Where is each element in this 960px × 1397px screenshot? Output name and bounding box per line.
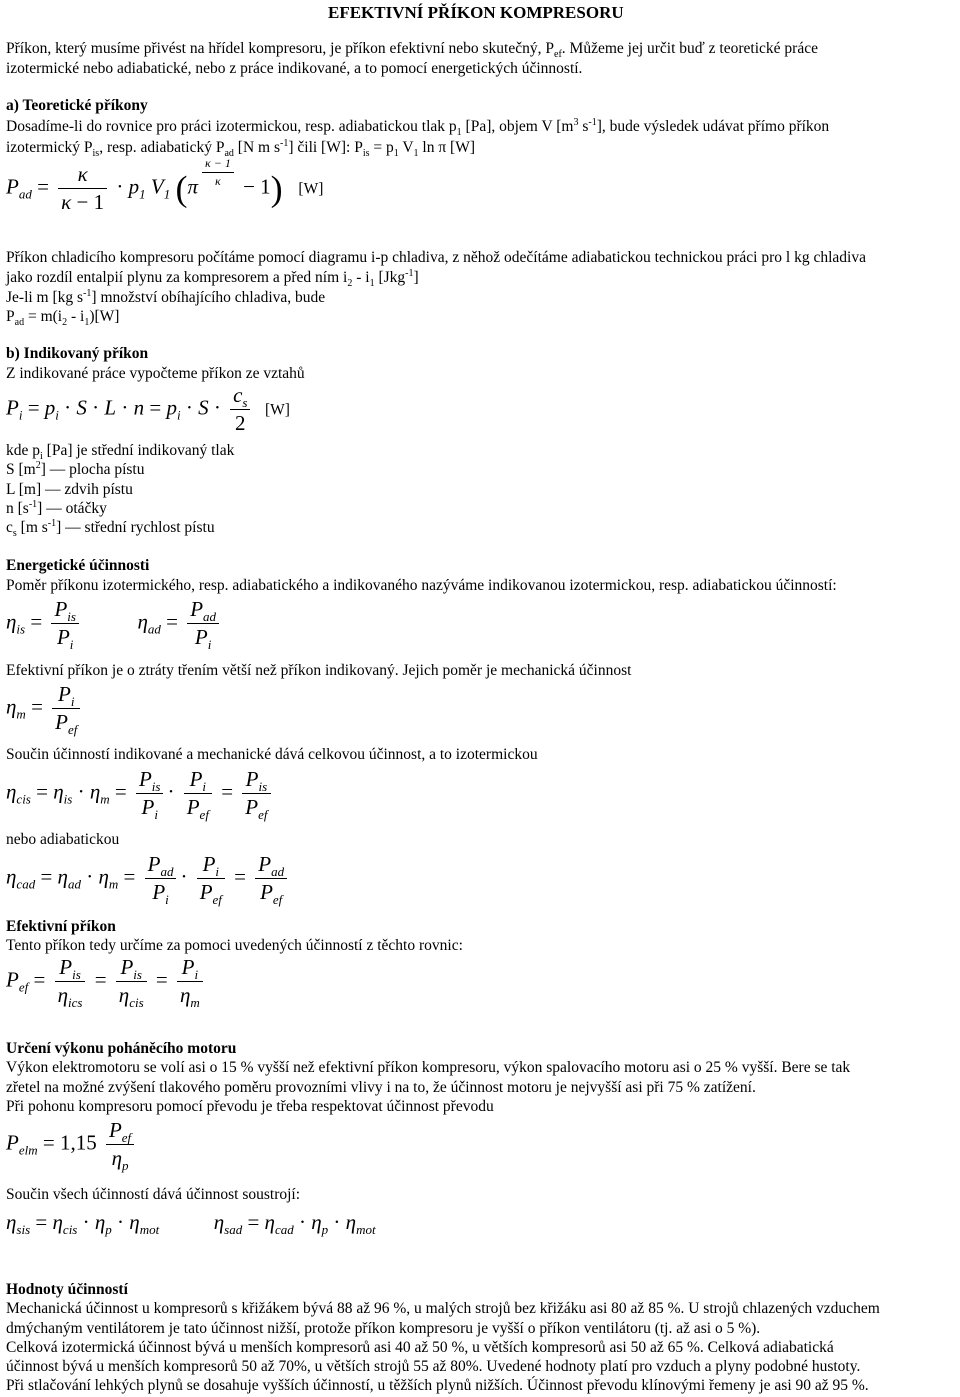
effective-power-text: Tento příkon tedy určíme za pomoci uvedených účinností z těchto rovnic: — [6, 937, 463, 954]
efficiency-text-1: Poměr příkonu izotermického, resp. adiabatického a indikovaného nazýváme indikovanou izotermickou, resp. adiabatickou účinností: — [6, 577, 837, 594]
values-text-4: účinnost bývá u menších kompresorů 50 až 70%, u větších strojů 55 až 80%. Uvedené hodnoty platí pro vzduch a plyny podobné hustoty. — [6, 1358, 861, 1375]
values-text-2: dmýchaným ventilátorem je tato účinnost nižší, protože příkon kompresoru je vyšší o příkon ventilátoru (tj. až asi o 5 %). — [6, 1320, 761, 1337]
formula-p-ad: $P_{ad}$ = $\frac{\kappa}{\kappa - 1}$ · $p_1$ $V_1$ (π $\frac{\kappa - 1}{\kappa}$ − 1) [W] — [6, 156, 324, 214]
formula-eta-sis-sad: $\eta_{sis} = \eta_{cis} \cdot \eta_p \cdot \eta_{mot}$ $\eta_{sad} = \eta_{cad} \cdot \eta_p \cdot \eta_{mot}$ — [6, 1210, 376, 1238]
section-a-para-1: Příkon chladicího kompresoru počítáme pomocí diagramu i-p chladiva, z něhož odečítáme adiabatickou technickou práci pro l kg chladiva — [6, 249, 866, 266]
formula-p-elm: $P_{elm} = 1,15$ $\frac{P_{ef}}{\eta_p}$ — [6, 1118, 138, 1171]
section-a-para-2: jako rozdíl entalpií plynu za kompresorem a před ním $i_2 - i_1$ [Jkg$^{-1}$] — [6, 267, 419, 290]
efficiency-text-3: Součin účinností indikované a mechanické dává celkovou účinnost, a to izotermickou — [6, 746, 538, 763]
section-a-line-2: izotermický $P_{is}$, resp. adiabatický $P_{ad}$ [N m $s^{-1}$] čili [W]: $P_{is} = p_1$ $V_1$ ln π [W] — [6, 137, 475, 160]
formula-eta-is-ad: $\eta_{is}$ = $\frac{P_{is}}{P_i}$ $\eta_{ad}$ = $\frac{P_{ad}}{P_i}$ — [6, 597, 223, 650]
def-s: S $[m^2]$ — plocha pístu — [6, 459, 145, 478]
section-b-intro: Z indikované práce vypočteme příkon ze vztahů — [6, 365, 305, 382]
values-text-5: Při stlačování lehkých plynů se dosahuje vyšších účinností, u těžších plynů nižších. Účinnost převodu klínovými řemeny je asi 90 až 95 %. — [6, 1377, 869, 1394]
intro-line-1: Příkon, který musíme přivést na hřídel kompresoru, je příkon efektivní nebo skutečný, $P_{ef}$. Můžeme jej určit buď z teoretické práce — [6, 40, 818, 61]
page-title: EFEKTIVNÍ PŘÍKON KOMPRESORU — [328, 3, 624, 22]
formula-p-ef: $P_{ef}$ = $\frac{P_{is}}{\eta_{ics}}$ = $\frac{P_{is}}{\eta_{cis}}$ = $\frac{P_i}{\eta_m}$ — [6, 955, 207, 1008]
section-a-heading: a) Teoretické příkony — [6, 97, 148, 114]
motor-text-1: Výkon elektromotoru se volí asi o 15 % vyšší než efektivní příkon kompresoru, výkon spalovacího motoru asi o 25 % vyšší. Bere se tak — [6, 1059, 851, 1076]
values-heading: Hodnoty účinností — [6, 1281, 128, 1298]
formula-p-i: $P_i = p_i \cdot S \cdot L \cdot n = p_i \cdot S$ · $\frac{c_s}{2}$ [W] — [6, 383, 290, 435]
formula-eta-cis: $\eta_{cis} = \eta_{is} \cdot \eta_m$ = $\frac{P_{is}}{P_i}$ · $\frac{P_i}{P_{ef}}$ = $\frac{P_{is}}{P_{ef}}$ — [6, 767, 275, 820]
section-a-line-1: Dosadíme-li do rovnice pro práci izotermickou, resp. adiabatickou tlak $p_1$ [Pa], objem V [$m^3$ $s^{-1}$], bude výsledek udávat přímo příkon — [6, 116, 830, 139]
values-text-1: Mechanická účinnost u kompresorů s křižákem bývá 88 až 96 %, u malých strojů bez křižáku asi 80 až 85 %. U strojů chlazených vzduchem — [6, 1300, 880, 1317]
intro-line-2: izotermické nebo adiabatické, nebo z práce indikované, a to pomocí energetických účinností. — [6, 60, 583, 77]
section-b-heading: b) Indikovaný příkon — [6, 345, 149, 362]
def-n: n $[s^{-1}]$ — otáčky — [6, 498, 107, 517]
values-text-3: Celková izotermická účinnost bývá u menších kompresorů asi 40 až 50 %, u větších kompresorů asi 50 až 65 %. Celková adiabatická — [6, 1339, 834, 1356]
efficiency-text-4: nebo adiabatickou — [6, 831, 120, 848]
def-p-i: kde $p_i$ [Pa] je střední indikovaný tlak — [6, 442, 235, 463]
efficiency-heading: Energetické účinnosti — [6, 557, 150, 574]
motor-text-2: zřetel na možné zvýšení tlakového poměru provozními vlivy i na to, že účinnost motoru je nejvyšší asi při 75 % zatížení. — [6, 1079, 756, 1096]
formula-eta-cad: $\eta_{cad} = \eta_{ad} \cdot \eta_m$ = $\frac{P_{ad}}{P_i}$ · $\frac{P_i}{P_{ef}}$ = $\frac{P_{ad}}{P_{ef}}$ — [6, 852, 291, 905]
section-a-para-4: $P_{ad} = m(i_2 - i_1)[W]$ — [6, 308, 120, 329]
section-a-para-3: Je-li m [kg $s^{-1}$] množství obíhajícího chladiva, bude — [6, 287, 326, 306]
def-l: L [m] — zdvih pístu — [6, 481, 133, 498]
motor-text-3: Při pohonu kompresoru pomocí převodu je třeba respektovat účinnost převodu — [6, 1098, 494, 1115]
effective-power-heading: Efektivní příkon — [6, 918, 116, 935]
efficiency-text-2: Efektivní příkon je o ztráty třením větší než příkon indikovaný. Jejich poměr je mechanická účinnost — [6, 662, 632, 679]
motor-heading: Určení výkonu poháněcího motoru — [6, 1040, 237, 1057]
motor-text-4: Součin všech účinností dává účinnost soustrojí: — [6, 1186, 301, 1203]
formula-eta-m: $\eta_m$ = $\frac{P_i}{P_{ef}}$ — [6, 682, 84, 735]
def-cs: $c_s$ [m $s^{-1}$] — střední rychlost pístu — [6, 517, 215, 540]
